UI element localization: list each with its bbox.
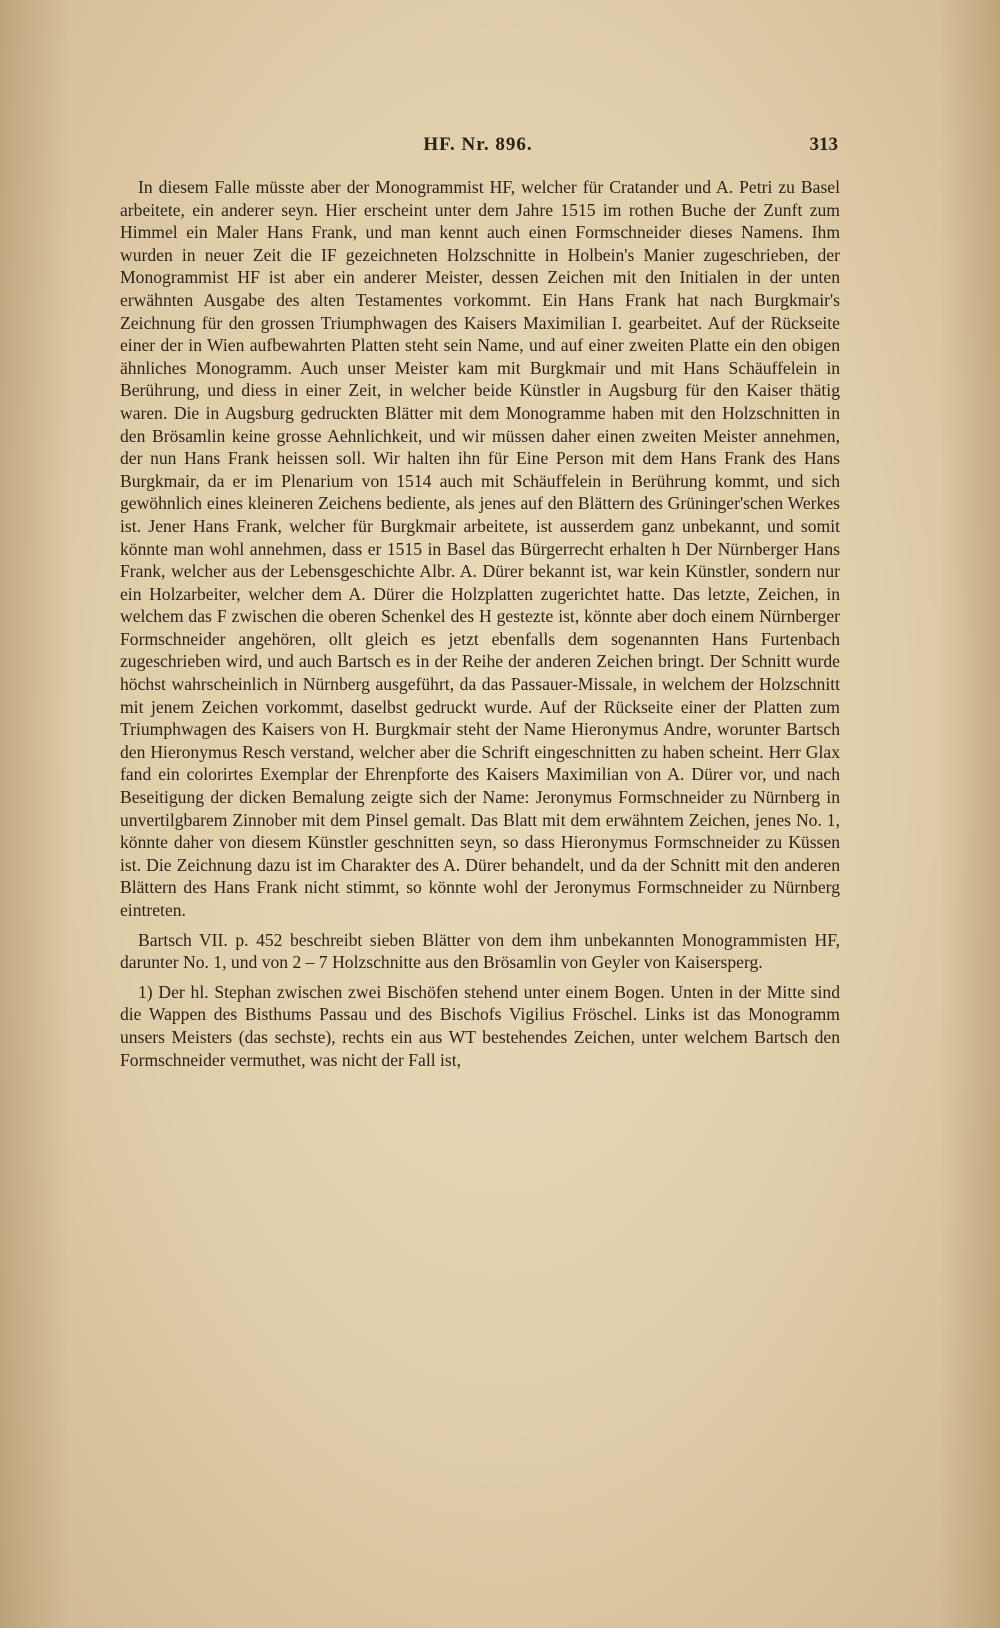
page-number: 313 — [809, 134, 838, 155]
page-header — [118, 134, 838, 160]
paragraph-hans-frank: In diesem Falle müsste aber der Monogrammist HF, welcher für Cratander und A. Petri zu Basel arbeitete, ein anderer seyn. Hier erscheint unter dem Jahre 1515 im rothen Buche der Zunft zum Himmel ein Maler Hans Frank, und man kennt auch einen Formschneider dieses Namens. Ihm wurden in neuer Zeit die IF gezeichneten Holzschnitte in Holbein's Manier zugeschrieben, der Monogrammist HF ist aber ein anderer Meister, dessen Zeichen mit den Initialen in der unten erwähnten Ausgabe des alten Testamentes vorkommt. Ein Hans Frank hat nach Burgkmair's Zeichnung für den grossen Triumphwagen des Kaisers Maximilian I. gearbeitet. Auf der Rückseite einer der in Wien aufbewahrten Platten steht sein Name, und auf einer zweiten Platte ein den obigen ähnliches Monogramm. Auch unser Meister kam mit Burgkmair und mit Hans Schäuffelein in Berührung, und diess in einer Zeit, in welcher beide Künstler in Augsburg für den Kaiser thätig waren. Die in Augsburg gedruckten Blätter mit dem Monogramme haben mit den Holzschnitten in den Brösamlin keine grosse Aehnlichkeit, und wir müssen daher einen zweiten Meister annehmen, der nun Hans Frank heissen soll. Wir halten ihn für Eine Person mit dem Hans Frank des Hans Burgkmair, da er im Plenarium von 1514 auch mit Schäuffelein in Berührung kommt, und sich gewöhnlich eines kleineren Zeichens bediente, als jenes auf den Blättern des Grüninger'schen Werkes ist. Jener Hans Frank, welcher für Burgkmair arbeitete, ist ausserdem ganz unbekannt, und somit könnte man wohl annehmen, dass er 1515 in Basel das Bürgerrecht erhalten h Der Nürnberger Hans Frank, welcher aus der Lebensgeschichte Albr. A. Dürer bekannt ist, war kein Künstler, sondern nur ein Holzarbeiter, welcher dem A. Dürer die Holzplatten zugerichtet hatte. Das letzte, Zeichen, in welchem das F zwischen die oberen Schenkel des H gestezte ist, könnte aber doch einem Nürnberger Formschneider angehören, ollt gleich es jetzt ebenfalls dem sogenannten Hans Furtenbach zugeschrieben wird, und auch Bartsch es in der Reihe der anderen Zeichen bringt. Der Schnitt wurde höchst wahrscheinlich in Nürnberg ausgeführt, da das Passauer-Missale, in welchem der Holzschnitt mit jenem Zeichen vorkommt, daselbst gedruckt wurde. Auf der Rückseite einer der Platten zum Triumphwagen des Kaisers von H. Burgkmair steht der Name Hieronymus Andre, worunter Bartsch den Hieronymus Resch verstand, welcher aber die Schrift eingeschnitten zu haben scheint. Herr Glax fand ein colorirtes Exemplar der Ehrenpforte des Kaisers Maximilian von A. Dürer vor, und nach Beseitigung der dicken Bemalung zeigte sich der Name: Jeronymus Formschneider zu Nürnberg in unvertilgbarem Zinnober mit dem Pinsel gemalt. Das Blatt mit dem erwähntem Zeichen, jenes No. 1, könnte daher von diesem Künstler geschnitten seyn, so dass Hieronymus Formschneider zu Küssen ist. Die Zeichnung dazu ist im Charakter des A. Dürer behandelt, und da der Schnitt mit den anderen Blättern des Hans Frank nicht stimmt, so könnte wohl der Jeronymus Formschneider zu Nürnberg eintreten. — [120, 177, 840, 920]
running-title: HF. Nr. 896. — [423, 134, 533, 155]
paragraph-entry-1: 1) Der hl. Stephan zwischen zwei Bischöfen stehend unter einem Bogen. Unten in der Mitte sind die Wappen des Bisthums Passau und des Bischofs Vigilius Fröschel. Links ist das Monogramm unsers Meisters (das sechste), rechts ein aus WT bestehendes Zeichen, unter welchem Bartsch den Formschneider vermuthet, was nicht der Fall ist, — [120, 981, 840, 1070]
body-text — [120, 176, 840, 1078]
paragraph-bartsch: Bartsch VII. p. 452 beschreibt sieben Blätter von dem ihm unbekannten Monogrammisten HF, darunter No. 1, und von 2 – 7 Holzschnitte aus den Brösamlin von Geyler von Kaisersperg. — [120, 929, 840, 973]
